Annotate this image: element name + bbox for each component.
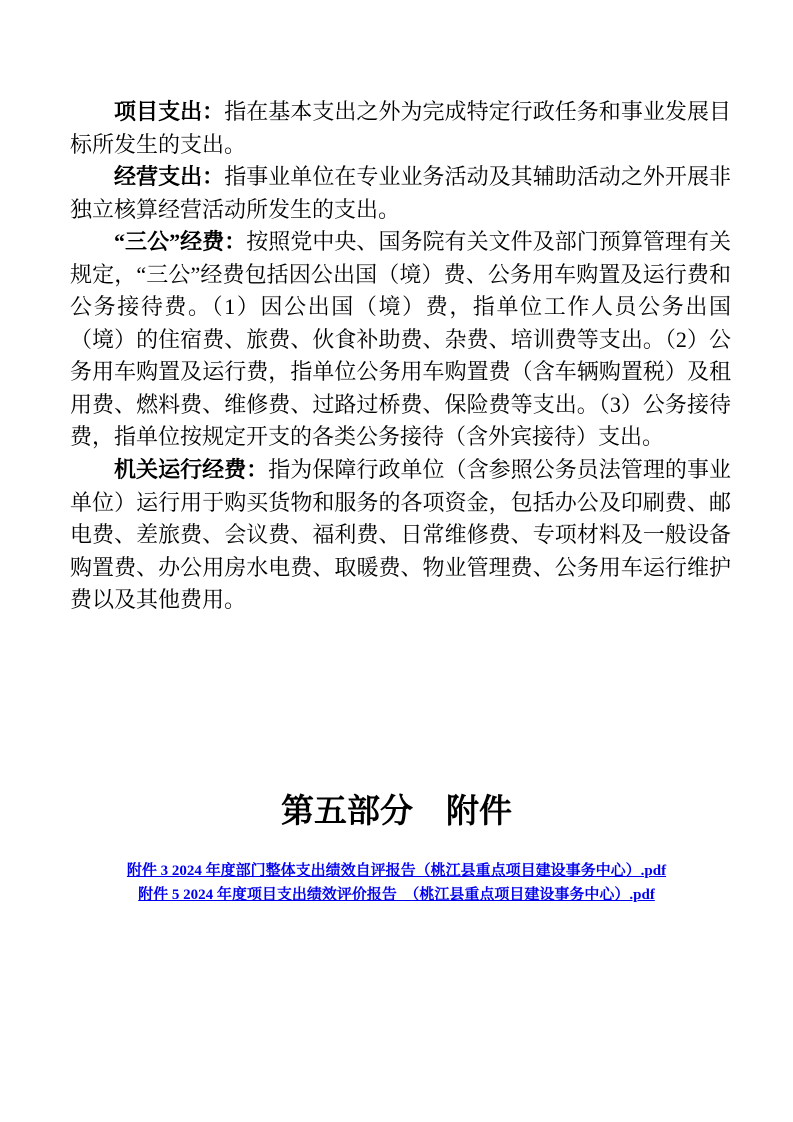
term-label: “三公”经费：: [114, 229, 247, 255]
attachment-list: [0, 860, 793, 907]
term-definition: 指为保障行政单位（含参照公务员法管理的事业单位）运行用于购买货物和服务的各项资金，包括办公及印刷费、邮电费、差旅费、会议费、福利费、日常维修费、专项材料及一般设备购置费、办公用房水电费、取暖费、物业管理费、公务用车运行维护费以及其他费用。: [70, 457, 731, 613]
term-definition: 指事业单位在专业业务活动及其辅助活动之外开展非独立核算经营活动所发生的支出。: [70, 164, 731, 222]
definitions-section: [70, 96, 731, 617]
attachment-row: [0, 860, 793, 884]
section-heading: 第五部分 附件: [281, 794, 512, 830]
paragraph-three-public-funds: [70, 226, 731, 454]
paragraph-operating-expenditure: [70, 161, 731, 226]
paragraph-agency-operating-funds: [70, 454, 731, 617]
term-label: 经营支出：: [114, 164, 225, 190]
term-label: 项目支出：: [114, 99, 225, 124]
attachment-link-pdf-1[interactable]: 附件 3 2024 年度部门整体支出绩效自评报告（桃江县重点项目建设事务中心）.pdf: [126, 863, 667, 879]
term-definition: 指在基本支出之外为完成特定行政任务和事业发展目标所发生的支出。: [70, 99, 731, 157]
attachment-link-pdf-2[interactable]: 附件 5 2024 年度项目支出绩效评价报告 （桃江县重点项目建设事务中心）.pdf: [138, 886, 655, 903]
term-label: 机关运行经费：: [114, 457, 269, 483]
term-definition: 按照党中央、国务院有关文件及部门预算管理有关规定，“三公”经费包括因公出国（境）费、公务用车购置及运行费和公务接待费。（1）因公出国（境）费，指单位工作人员公务出国（境）的住宿费、旅费、伙食补助费、杂费、培训费等支出。（2）公务用车购置及运行费，指单位公务用车购置费（含车辆购置税）及租用费、燃料费、维修费、过路过桥费、保险费等支出。（3）公务接待费，指单位按规定开支的各类公务接待（含外宾接待）支出。: [70, 229, 731, 450]
paragraph-project-expenditure: [70, 96, 731, 161]
attachment-row: [0, 884, 793, 908]
